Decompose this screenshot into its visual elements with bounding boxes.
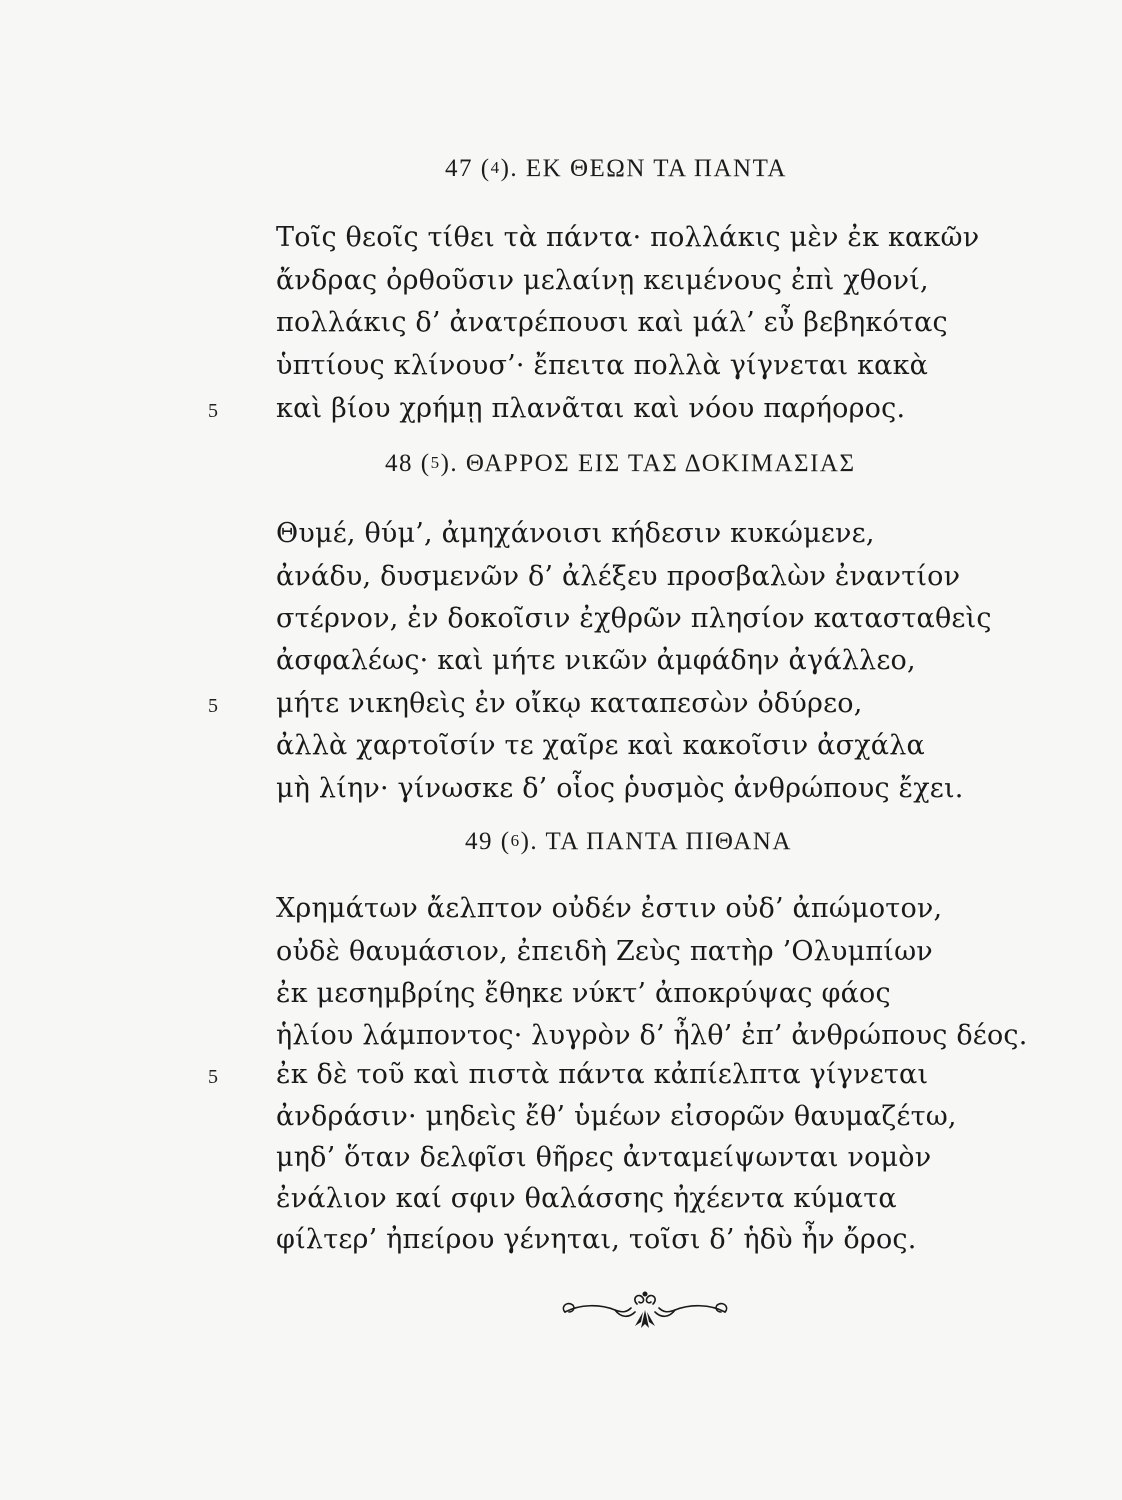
poem-47-line-1: Τοῖς θεοῖς τίθει τὰ πάντα· πολλάκις μὲν ἐκ κακῶν	[276, 222, 980, 253]
poem-47-heading: 47 (4). ΕΚ ΘΕΩΝ ΤΑ ΠΑΝΤΑ	[445, 155, 787, 182]
poem-47-line-3: πολλάκις δ’ ἀνατρέπουσι καὶ μάλ’ εὖ βεβηκότας	[276, 307, 948, 338]
poem-49-line-1: Χρημάτων ἄελπτον οὐδέν ἐστιν οὐδ’ ἀπώμοτον,	[276, 893, 943, 924]
poem-49-line-3: ἐκ μεσημβρίης ἔθηκε νύκτ’ ἀποκρύψας φάος	[276, 978, 891, 1009]
poem-number: 48	[385, 450, 413, 477]
poem-49-heading: 49 (6). ΤΑ ΠΑΝΤΑ ΠΙΘΑΝΑ	[465, 828, 792, 855]
poem-47-line-number: 5	[208, 400, 218, 422]
poem-title: ΘΑΡΡΟΣ ΕΙΣ ΤΑΣ ΔΟΚΙΜΑΣΙΑΣ	[465, 450, 856, 477]
poem-ref: 4	[490, 158, 501, 177]
poem-49-line-6: ἀνδράσιν· μηδεὶς ἔθ’ ὑμέων εἰσορῶν θαυμαζέτω,	[276, 1101, 957, 1132]
poem-number: 49	[465, 828, 493, 855]
poem-47-line-5: καὶ βίου χρήμῃ πλανᾶται καὶ νόου παρήορος.	[276, 393, 906, 424]
poem-48-line-4: ἀσφαλέως· καὶ μήτε νικῶν ἀμφάδην ἀγάλλεο,	[276, 645, 916, 676]
poem-49-line-number: 5	[208, 1066, 218, 1088]
poem-48-line-3: στέρνον, ἐν δοκοῖσιν ἐχθρῶν πλησίον κατασταθεὶς	[276, 603, 992, 634]
poem-ref: 5	[430, 453, 441, 472]
poem-49-line-2: οὐδὲ θαυμάσιον, ἐπειδὴ Ζεὺς πατὴρ ’Ολυμπίων	[276, 936, 933, 967]
poem-title: ΕΚ ΘΕΩΝ ΤΑ ΠΑΝΤΑ	[525, 155, 787, 182]
poem-49-line-4: ἡλίου λάμποντος· λυγρὸν δ’ ἦλθ’ ἐπ’ ἀνθρώπους δέος.	[276, 1020, 1028, 1051]
poem-49-line-7: μηδ’ ὅταν δελφῖσι θῆρες ἀνταμείψωνται νομὸν	[276, 1142, 932, 1173]
poem-48-line-1: Θυμέ, θύμ’, ἀμηχάνοισι κήδεσιν κυκώμενε,	[276, 518, 875, 549]
poem-48-line-2: ἀνάδυ, δυσμενῶν δ’ ἀλέξευ προσβαλὼν ἐναντίον	[276, 561, 961, 592]
poem-48-line-5: μήτε νικηθεὶς ἐν οἴκῳ καταπεσὼν ὀδύρεο,	[276, 688, 863, 719]
poem-47-line-2: ἄνδρας ὀρθοῦσιν μελαίνῃ κειμένους ἐπὶ χθονί,	[276, 265, 929, 296]
poem-47-line-4: ὑπτίους κλίνουσ’· ἔπειτα πολλὰ γίγνεται κακὰ	[276, 350, 929, 381]
poem-48-line-number: 5	[208, 695, 218, 717]
poem-48-line-7: μὴ λίην· γίνωσκε δ’ οἷος ῥυσμὸς ἀνθρώπους ἔχει.	[276, 773, 964, 804]
poem-49-line-5: ἐκ δὲ τοῦ καὶ πιστὰ πάντα κἀπίελπτα γίγνεται	[276, 1059, 929, 1090]
poem-number: 47	[445, 155, 473, 182]
poem-ref: 6	[510, 831, 521, 850]
ornament-flourish-icon	[555, 1282, 735, 1342]
poem-48-heading: 48 (5). ΘΑΡΡΟΣ ΕΙΣ ΤΑΣ ΔΟΚΙΜΑΣΙΑΣ	[385, 450, 856, 477]
poem-49-line-9: φίλτερ’ ἠπείρου γένηται, τοῖσι δ’ ἡδὺ ἦν ὄρος.	[276, 1224, 917, 1255]
poem-49-line-8: ἐνάλιον καί σφιν θαλάσσης ἠχέεντα κύματα	[276, 1183, 897, 1214]
poem-48-line-6: ἀλλὰ χαρτοῖσίν τε χαῖρε καὶ κακοῖσιν ἀσχάλα	[276, 730, 925, 761]
poem-title: ΤΑ ΠΑΝΤΑ ΠΙΘΑΝΑ	[545, 828, 792, 855]
